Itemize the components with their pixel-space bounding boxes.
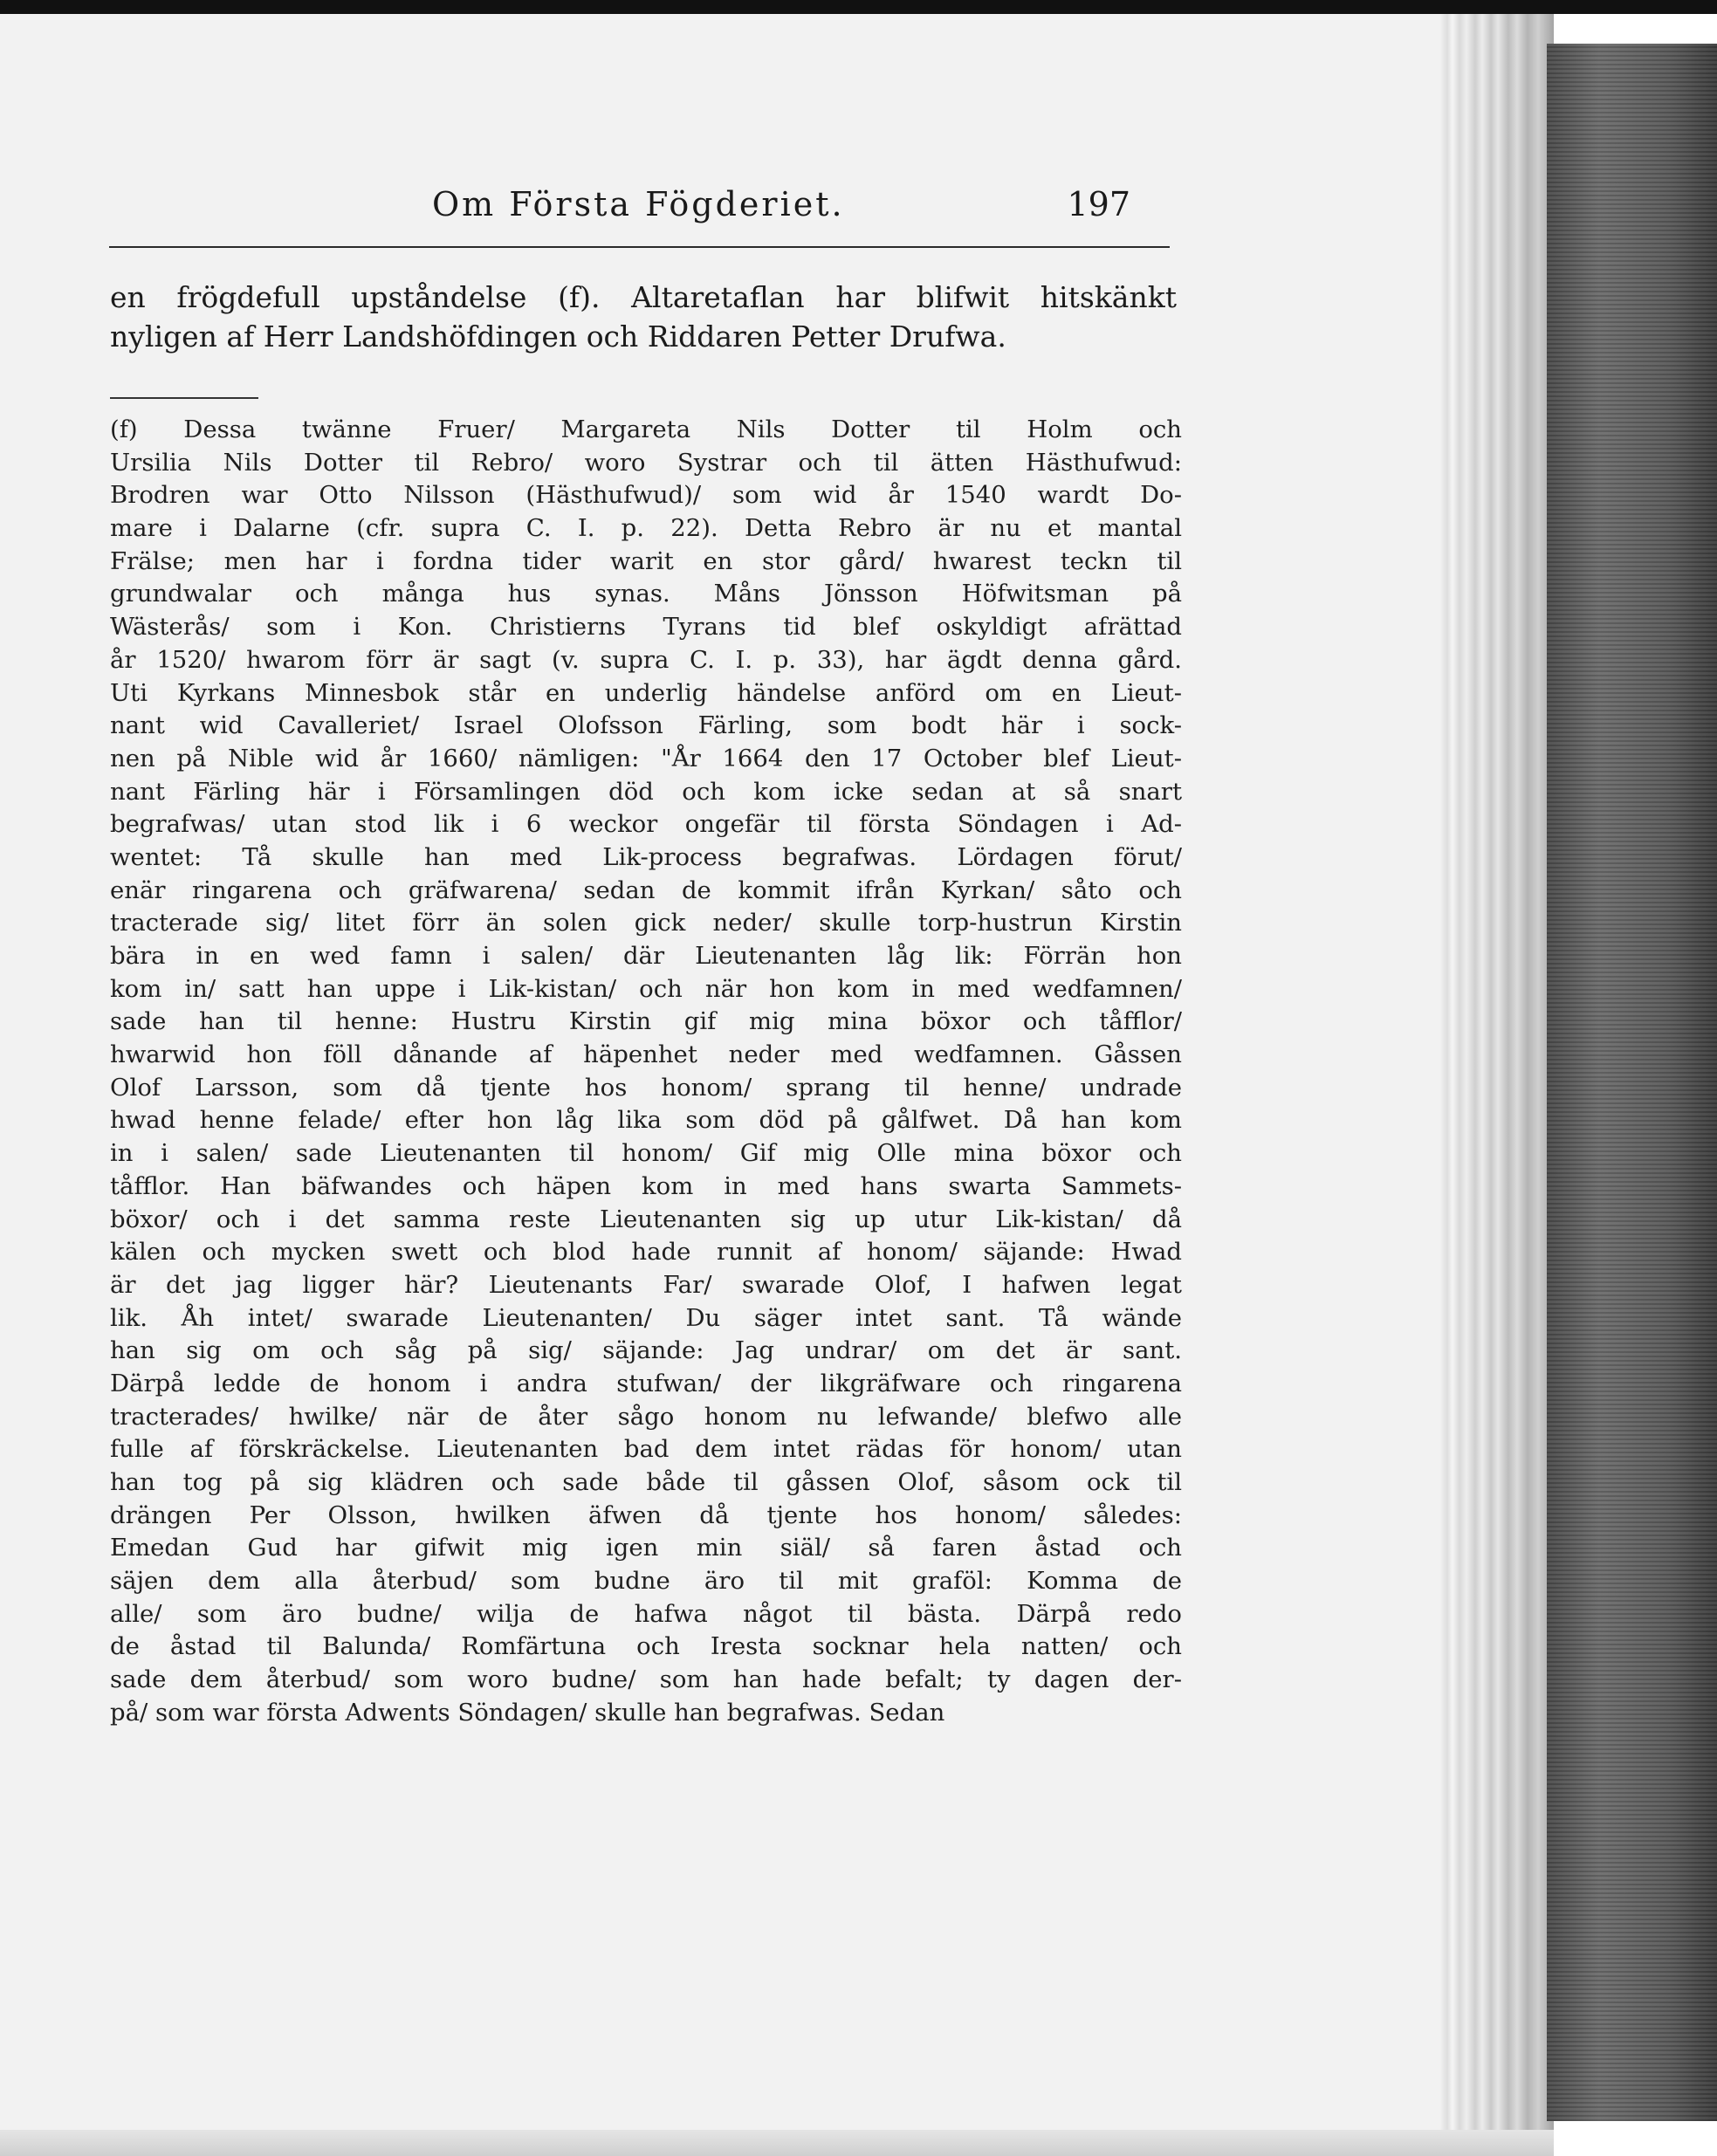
scan-top-edge xyxy=(0,0,1717,14)
footnote-line: nant Färling här i Församlingen död och kom icke sedan at så snart xyxy=(110,777,1182,806)
footnote-line: drängen Per Olsson, hwilken äfwen då tjente hos honom/ således: xyxy=(110,1500,1182,1529)
footnote-line: Uti Kyrkans Minnesbok står en underlig händelse anförd om en Lieut- xyxy=(110,678,1182,707)
footnote-line: wentet: Tå skulle han med Lik-process begrafwas. Lördagen förut/ xyxy=(110,842,1182,871)
footnote-line: (f) Dessa twänne Fruer/ Margareta Nils Dotter til Holm och xyxy=(110,415,1182,443)
body-line: en frögdefull upståndelse (f). Altaretaflan har blifwit hitskänkt xyxy=(110,280,1177,314)
book-spine xyxy=(1547,44,1717,2121)
footnote-line: tåfflor. Han bäfwandes och häpen kom in med hans swarta Sammets- xyxy=(110,1171,1182,1200)
footnote-line: sade dem återbud/ som woro budne/ som han hade befalt; ty dagen der- xyxy=(110,1665,1182,1694)
body-text xyxy=(110,278,1177,356)
footnote-line: Frälse; men har i fordna tider warit en stor gård/ hwarest teckn til xyxy=(110,546,1182,575)
footnote-line: enär ringarena och gräfwarena/ sedan de kommit ifrån Kyrkan/ såto och xyxy=(110,875,1182,904)
footnote-line: bära in en wed famn i salen/ där Lieutenanten låg lik: Förrän hon xyxy=(110,942,1182,970)
footnote-rule xyxy=(110,397,258,399)
footnote-line: Brodren war Otto Nilsson (Hästhufwud)/ som wid år 1540 wardt Do- xyxy=(110,481,1182,510)
footnote-line: Emedan Gud har gifwit mig igen min siäl/ så faren åstad och xyxy=(110,1534,1182,1562)
page-edges xyxy=(1440,14,1554,2137)
footnote-line: sade han til henne: Hustru Kirstin gif mig mina böxor och tåfflor/ xyxy=(110,1007,1182,1036)
footnote-line: nant wid Cavalleriet/ Israel Olofsson Färling, som bodt här i sock- xyxy=(110,711,1182,740)
footnote-line: tracterades/ hwilke/ när de åter sågo honom nu lefwande/ blefwo alle xyxy=(110,1402,1182,1431)
footnote-line: år 1520/ hwarom förr är sagt (v. supra C. I. p. 33), har ägdt denna gård. xyxy=(110,645,1182,674)
footnote-line: kälen och mycken swett och blod hade runnit af honom/ säjande: Hwad xyxy=(110,1238,1182,1267)
footnote-line: fulle af förskräckelse. Lieutenanten bad dem intet rädas för honom/ utan xyxy=(110,1435,1182,1464)
footnote xyxy=(110,414,1182,1730)
running-head: Om Första Fögderiet. xyxy=(432,185,845,223)
footnote-line: Wästerås/ som i Kon. Christierns Tyrans tid blef oskyldigt afrättad xyxy=(110,613,1182,642)
footnote-line: alle/ som äro budne/ wilja de hafwa något til bästa. Därpå redo xyxy=(110,1599,1182,1628)
footnote-line: böxor/ och i det samma reste Lieutenanten sig up utur Lik-kistan/ då xyxy=(110,1205,1182,1233)
footnote-line: säjen dem alla återbud/ som budne äro til mit graföl: Komma de xyxy=(110,1567,1182,1596)
bottom-shadow xyxy=(0,2130,1554,2156)
footnote-line: grundwalar och många hus synas. Måns Jönsson Höfwitsman på xyxy=(110,580,1182,608)
footnote-line: Ursilia Nils Dotter til Rebro/ woro Systrar och til ätten Hästhufwud: xyxy=(110,448,1182,477)
footnote-line: nen på Nible wid år 1660/ nämligen: "År 1664 den 17 October blef Lieut- xyxy=(110,744,1182,772)
footnote-line: kom in/ satt han uppe i Lik-kistan/ och när hon kom in med wedfamnen/ xyxy=(110,974,1182,1003)
page-number: 197 xyxy=(1067,185,1130,223)
footnote-line: hwarwid hon föll dånande af häpenhet neder med wedfamnen. Gåssen xyxy=(110,1040,1182,1069)
footnote-line: mare i Dalarne (cfr. supra C. I. p. 22). Detta Rebro är nu et mantal xyxy=(110,514,1182,543)
footnote-line: Olof Larsson, som då tjente hos honom/ sprang til henne/ undrade xyxy=(110,1073,1182,1102)
page-header xyxy=(105,185,1183,237)
header-rule xyxy=(109,246,1170,248)
footnote-line: är det jag ligger här? Lieutenants Far/ swarade Olof, I hafwen legat xyxy=(110,1270,1182,1299)
footnote-line: Därpå ledde de honom i andra stufwan/ der likgräfware och ringarena xyxy=(110,1369,1182,1397)
footnote-line: hwad henne felade/ efter hon låg lika som död på gålfwet. Då han kom xyxy=(110,1106,1182,1135)
footnote-line: tracterade sig/ litet förr än solen gick neder/ skulle torp-hustrun Kirstin xyxy=(110,909,1182,937)
footnote-line: han sig om och såg på sig/ säjande: Jag undrar/ om det är sant. xyxy=(110,1336,1182,1365)
body-line: nyligen af Herr Landshöfdingen och Riddaren Petter Drufwa. xyxy=(110,319,1006,354)
footnote-line: in i salen/ sade Lieutenanten til honom/ Gif mig Olle mina böxor och xyxy=(110,1139,1182,1168)
footnote-line: på/ som war första Adwents Söndagen/ skulle han begrafwas. Sedan xyxy=(110,1698,945,1727)
footnote-line: begrafwas/ utan stod lik i 6 weckor ongefär til första Söndagen i Ad- xyxy=(110,810,1182,839)
footnote-line: de åstad til Balunda/ Romfärtuna och Iresta socknar hela natten/ och xyxy=(110,1632,1182,1661)
footnote-line: lik. Åh intet/ swarade Lieutenanten/ Du säger intet sant. Tå wände xyxy=(110,1303,1182,1332)
footnote-line: han tog på sig klädren och sade både til gåssen Olof, såsom ock til xyxy=(110,1468,1182,1496)
